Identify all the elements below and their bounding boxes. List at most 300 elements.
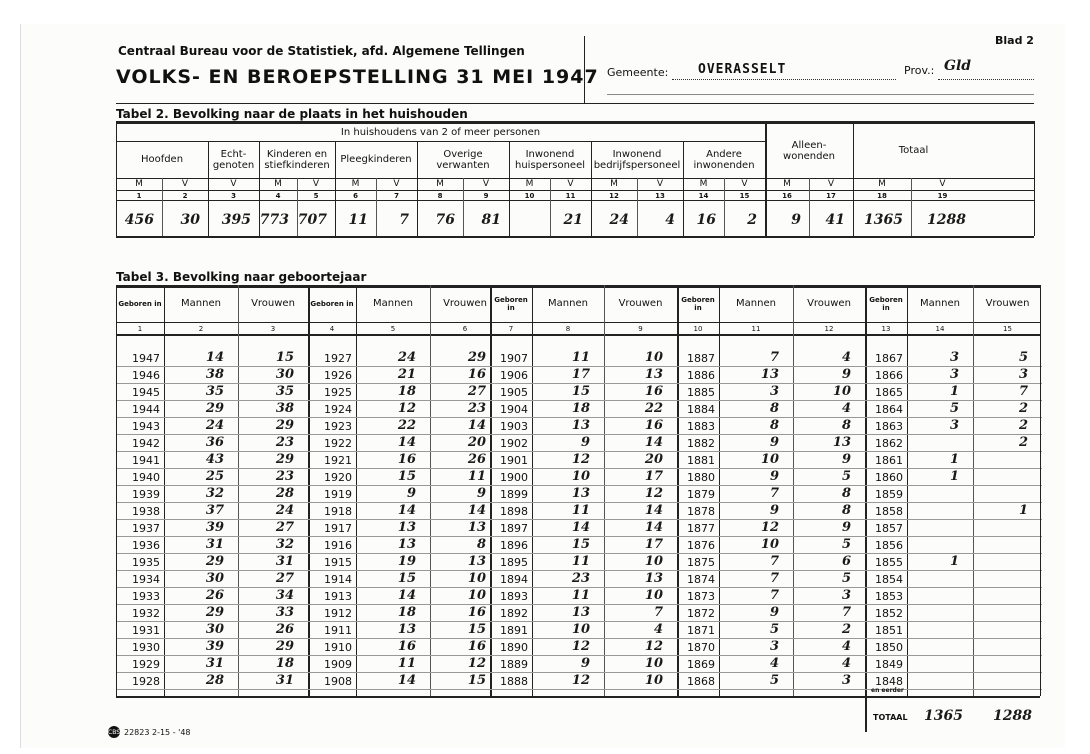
men-count: 13 [397, 622, 416, 637]
birth-year: 1852 [875, 607, 903, 620]
birth-year: 1857 [875, 522, 903, 535]
birth-year: 1860 [875, 471, 903, 484]
table3-col-number: 12 [824, 324, 834, 333]
table2-num-rule [116, 200, 1034, 201]
birth-year: 1927 [324, 352, 352, 365]
men-count: 9 [769, 605, 779, 620]
table3-num-rule [116, 334, 1040, 336]
men-count: 14 [571, 520, 590, 535]
table2-sub-header: V [939, 179, 946, 189]
birth-year: 1912 [324, 607, 352, 620]
table2-top-rule [116, 103, 1034, 104]
women-count: 23 [275, 469, 294, 484]
table3-head-rule [116, 322, 1040, 323]
women-count: 4 [841, 656, 851, 671]
women-count: 35 [275, 384, 294, 399]
women-count: 13 [467, 554, 486, 569]
women-count: 14 [644, 503, 663, 518]
men-count: 13 [571, 486, 590, 501]
men-count: 23 [571, 571, 590, 586]
birth-year: 1916 [324, 539, 352, 552]
men-count: 22 [397, 418, 416, 433]
table2-col-number: 19 [937, 191, 948, 200]
table2-sub-header: V [567, 179, 574, 189]
men-count: 24 [397, 350, 416, 365]
men-count: 18 [397, 605, 416, 620]
men-count: 3 [949, 350, 959, 365]
men-count: 29 [205, 554, 224, 569]
women-count: 23 [275, 435, 294, 450]
women-count: 2 [841, 622, 851, 637]
birth-year: 1853 [875, 590, 903, 603]
birth-year: 1879 [687, 488, 715, 501]
women-count: 27 [275, 520, 294, 535]
men-count: 1 [949, 384, 959, 399]
table3-men-header: Mannen [373, 298, 413, 309]
birth-year: 1887 [687, 352, 715, 365]
women-count: 15 [467, 622, 486, 637]
women-count: 13 [467, 520, 486, 535]
table3-row-rule [490, 689, 677, 690]
women-count: 8 [476, 537, 486, 552]
table2-col-header-5: Inwonend huispersoneel [514, 148, 586, 171]
table2-value: 1288 [927, 212, 966, 228]
birth-year: 1864 [875, 403, 903, 416]
men-count: 9 [580, 435, 590, 450]
birth-year: 1855 [875, 556, 903, 569]
print-code: 22823 2-15 - '48 [124, 728, 191, 737]
birth-year: 1875 [687, 556, 715, 569]
birth-year: 1917 [324, 522, 352, 535]
table2-value: 16 [696, 212, 716, 228]
birth-year: 1946 [132, 369, 160, 382]
men-count: 13 [397, 537, 416, 552]
women-count: 10 [644, 588, 663, 603]
birth-year: 1876 [687, 539, 715, 552]
birth-year: 1873 [687, 590, 715, 603]
birth-year: 1938 [132, 505, 160, 518]
table2-col-number: 9 [483, 191, 489, 200]
men-count: 7 [769, 350, 779, 365]
birth-year: 1947 [132, 352, 160, 365]
table3-women-header: Vrouwen [618, 298, 663, 309]
table3-row-rule [865, 638, 1042, 639]
table2-col-header-9: Totaal [898, 145, 929, 156]
birth-year: 1936 [132, 539, 160, 552]
men-count: 9 [769, 503, 779, 518]
men-count: 3 [769, 639, 779, 654]
birth-year: 1872 [687, 607, 715, 620]
birth-year: 1898 [500, 505, 528, 518]
men-count: 18 [397, 384, 416, 399]
men-count: 29 [205, 605, 224, 620]
table3-men-header: Mannen [736, 298, 776, 309]
table2-value: 11 [348, 212, 368, 228]
men-count: 14 [397, 588, 416, 603]
birth-year: 1865 [875, 386, 903, 399]
form-title: VOLKS- EN BEROEPSTELLING 31 MEI 1947 [116, 66, 599, 88]
table2-value: 30 [180, 212, 200, 228]
table2-col-header-4: Overige verwanten [436, 148, 490, 171]
table3-row-rule [865, 587, 1042, 588]
birth-year: 1856 [875, 539, 903, 552]
men-count: 30 [205, 571, 224, 586]
women-count: 29 [275, 452, 294, 467]
women-count: 2 [1018, 418, 1028, 433]
table3-men-header: Mannen [548, 298, 588, 309]
table2-value: 24 [609, 212, 629, 228]
women-count: 20 [467, 435, 486, 450]
women-count: 12 [644, 639, 663, 654]
table3-col-number: 11 [751, 324, 761, 333]
women-count: 31 [275, 554, 294, 569]
table3-right-edge [1040, 285, 1041, 696]
table2-value: 81 [481, 212, 501, 228]
table3-row-rule [865, 485, 1042, 486]
table2-sub-header: M [610, 179, 618, 189]
women-count: 10 [644, 656, 663, 671]
women-count: 16 [467, 605, 486, 620]
birth-year: 1914 [324, 573, 352, 586]
birth-year: 1942 [132, 437, 160, 450]
men-count: 39 [205, 520, 224, 535]
men-count: 16 [397, 639, 416, 654]
prov-value: Gld [944, 58, 972, 74]
table2-col-number: 3 [231, 191, 236, 200]
cbs-logo-icon: CBS [108, 726, 120, 738]
table3-row-rule [865, 672, 1042, 673]
table2-title: Tabel 2. Bevolking naar de plaats in het huishouden [116, 107, 468, 121]
earlier-label: en eerder [871, 687, 904, 694]
table2-sub-header: M [135, 179, 143, 189]
birth-year: 1896 [500, 539, 528, 552]
total-women: 1288 [993, 708, 1032, 724]
table2-sub-header: V [656, 179, 664, 189]
birth-year: 1858 [875, 505, 903, 518]
gemeente-label: Gemeente: [607, 66, 669, 79]
table2-col-number: 11 [565, 191, 576, 200]
table2-col-header-0: Hoofden [140, 154, 184, 165]
women-count: 6 [841, 554, 851, 569]
table3-born-header: Geboren in [869, 295, 903, 312]
men-count: 7 [769, 554, 779, 569]
table3-women-header: Vrouwen [443, 298, 487, 309]
women-count: 29 [275, 639, 294, 654]
women-count: 15 [467, 673, 486, 688]
birth-year: 1935 [132, 556, 160, 569]
women-count: 3 [841, 673, 851, 688]
women-count: 4 [841, 639, 851, 654]
birth-year: 1911 [324, 624, 352, 637]
women-count: 13 [832, 435, 851, 450]
birth-year: 1901 [500, 454, 528, 467]
table2-value: 707 [297, 212, 327, 228]
birth-year: 1861 [875, 454, 903, 467]
table3-left-edge [116, 285, 117, 696]
women-count: 29 [467, 350, 486, 365]
women-count: 12 [644, 486, 663, 501]
table2-col-header-3: Pleegkinderen [340, 154, 412, 165]
organization-name: Centraal Bureau voor de Statistiek, afd. Algemene Tellingen [118, 44, 525, 58]
table2-value: 7 [399, 212, 409, 228]
table3-men-header: Mannen [181, 298, 221, 309]
men-count: 26 [205, 588, 224, 603]
men-count: 9 [580, 656, 590, 671]
birth-year: 1910 [324, 641, 352, 654]
men-count: 30 [205, 622, 224, 637]
total-men: 1365 [924, 708, 963, 724]
table2-col-number: 17 [826, 191, 836, 200]
table3-col-number: 10 [693, 324, 703, 333]
birth-year: 1848 [875, 675, 903, 688]
birth-year: 1897 [500, 522, 528, 535]
gemeente-underline [607, 94, 1034, 95]
men-count: 24 [205, 418, 224, 433]
women-count: 9 [476, 486, 486, 501]
women-count: 2 [1018, 435, 1028, 450]
table2-value: 76 [435, 212, 455, 228]
table2-col-number: 6 [353, 191, 358, 200]
women-count: 12 [467, 656, 486, 671]
table2-sub-header: V [181, 179, 189, 189]
table2-col-header-1: Echt- genoten [212, 148, 255, 171]
table3-col-number: 14 [935, 324, 945, 333]
table2-sub-header: V [393, 179, 400, 189]
birth-year: 1871 [687, 624, 715, 637]
women-count: 32 [275, 537, 294, 552]
women-count: 24 [275, 503, 294, 518]
women-count: 8 [841, 418, 851, 433]
table3-col-number: 5 [390, 324, 396, 333]
table3-col-number: 6 [462, 324, 468, 333]
birth-year: 1882 [687, 437, 715, 450]
birth-year: 1893 [500, 590, 528, 603]
birth-year: 1919 [324, 488, 352, 501]
table2-value: 21 [563, 212, 583, 228]
table2-right-edge [1034, 121, 1035, 236]
men-count: 35 [205, 384, 224, 399]
birth-year: 1940 [132, 471, 160, 484]
table2-value: 2 [747, 212, 757, 228]
women-count: 1 [1018, 503, 1028, 518]
women-count: 10 [832, 384, 851, 399]
birth-year: 1937 [132, 522, 160, 535]
men-count: 10 [571, 622, 590, 637]
men-count: 1 [949, 554, 959, 569]
women-count: 14 [467, 503, 486, 518]
birth-year: 1866 [875, 369, 903, 382]
table2-value: 1365 [864, 212, 903, 228]
table3-men-header: Mannen [920, 298, 960, 309]
women-count: 3 [841, 588, 851, 603]
birth-year: 1909 [324, 658, 352, 671]
women-count: 4 [653, 622, 663, 637]
table3-row-rule [116, 689, 308, 690]
men-count: 13 [397, 520, 416, 535]
women-count: 14 [467, 418, 486, 433]
table3-title: Tabel 3. Bevolking naar geboortejaar [116, 270, 367, 284]
total-label: TOTAAL [873, 713, 908, 722]
table2-col-number: 1 [136, 191, 142, 200]
birth-year: 1850 [875, 641, 903, 654]
table2-sub-header: M [274, 179, 282, 189]
table2-sub-header: M [699, 179, 708, 189]
birth-year: 1903 [500, 420, 528, 433]
birth-year: 1915 [324, 556, 352, 569]
table3-born-header: Geboren in [681, 295, 715, 312]
birth-year: 1930 [132, 641, 160, 654]
women-count: 27 [275, 571, 294, 586]
table3-women-header: Vrouwen [807, 298, 851, 309]
men-count: 15 [397, 571, 416, 586]
women-count: 28 [275, 486, 294, 501]
women-count: 38 [275, 401, 294, 416]
table3-col-number: 3 [270, 324, 276, 333]
men-count: 10 [760, 537, 779, 552]
women-count: 33 [275, 605, 294, 620]
birth-year: 1863 [875, 420, 903, 433]
men-count: 14 [397, 503, 416, 518]
women-count: 9 [841, 520, 851, 535]
table2-sub-header: V [741, 179, 748, 189]
birth-year: 1924 [324, 403, 352, 416]
birth-year: 1899 [500, 488, 528, 501]
men-count: 12 [397, 401, 416, 416]
women-count: 13 [644, 367, 663, 382]
women-count: 8 [841, 486, 851, 501]
women-count: 2 [1018, 401, 1028, 416]
table2-col-number: 14 [698, 191, 709, 200]
table2-col-number: 12 [609, 191, 619, 200]
birth-year: 1884 [687, 403, 715, 416]
birth-year: 1943 [132, 420, 160, 433]
table3-col-number: 15 [1003, 324, 1012, 333]
women-count: 4 [841, 401, 851, 416]
women-count: 16 [644, 418, 663, 433]
men-count: 29 [205, 401, 224, 416]
women-count: 22 [644, 401, 663, 416]
table2-col-number: 16 [782, 191, 792, 200]
birth-year: 1929 [132, 658, 160, 671]
table3-row-rule [308, 689, 500, 690]
men-count: 14 [397, 435, 416, 450]
women-count: 8 [841, 503, 851, 518]
men-count: 25 [205, 469, 224, 484]
table2-value: 41 [825, 212, 845, 228]
birth-year: 1906 [500, 369, 528, 382]
table2-col-number: 13 [655, 191, 665, 200]
men-count: 18 [571, 401, 590, 416]
total-divider [865, 696, 867, 732]
table2-sub-header: V [482, 179, 490, 189]
birth-year: 1945 [132, 386, 160, 399]
birth-year: 1874 [687, 573, 715, 586]
women-count: 14 [644, 435, 663, 450]
table2-group-header: In huishoudens van 2 of meer personen [340, 126, 541, 138]
men-count: 4 [769, 656, 779, 671]
table2-col-header-8: Alleen- wonenden [783, 139, 835, 162]
birth-year: 1849 [875, 658, 903, 671]
table2-value: 773 [259, 212, 289, 228]
women-count: 14 [644, 520, 663, 535]
birth-year: 1890 [500, 641, 528, 654]
women-count: 5 [841, 537, 851, 552]
men-count: 11 [397, 656, 416, 671]
birth-year: 1923 [324, 420, 352, 433]
men-count: 21 [397, 367, 416, 382]
birth-year: 1888 [500, 675, 528, 688]
men-count: 11 [571, 503, 590, 518]
birth-year: 1902 [500, 437, 528, 450]
table2-sub-header: M [783, 179, 791, 189]
men-count: 37 [205, 503, 224, 518]
women-count: 10 [644, 673, 663, 688]
table2-col-header-7: Andere inwonenden [693, 148, 755, 171]
men-count: 1 [949, 452, 959, 467]
birth-year: 1931 [132, 624, 160, 637]
prov-label: Prov.: [904, 64, 935, 77]
men-count: 13 [571, 605, 590, 620]
table3-row-rule [865, 604, 1042, 605]
men-count: 12 [571, 452, 590, 467]
women-count: 7 [653, 605, 663, 620]
table3-row-rule [865, 536, 1042, 537]
women-count: 3 [1018, 367, 1028, 382]
men-count: 43 [205, 452, 224, 467]
table2-sub-header: M [436, 179, 444, 189]
men-count: 31 [205, 537, 224, 552]
table3-col-number: 4 [329, 324, 335, 333]
birth-year: 1922 [324, 437, 352, 450]
birth-year: 1944 [132, 403, 160, 416]
table2-col-number: 2 [182, 191, 188, 200]
men-count: 39 [205, 639, 224, 654]
women-count: 23 [467, 401, 486, 416]
birth-year: 1933 [132, 590, 160, 603]
birth-year: 1862 [875, 437, 903, 450]
table3-col-number: 2 [198, 324, 204, 333]
birth-year: 1926 [324, 369, 352, 382]
table2-sub-header: M [525, 179, 534, 189]
men-count: 36 [205, 435, 224, 450]
women-count: 18 [275, 656, 294, 671]
men-count: 3 [949, 367, 959, 382]
men-count: 12 [571, 673, 590, 688]
women-count: 4 [841, 350, 851, 365]
men-count: 11 [571, 350, 590, 365]
table3-row-rule [865, 570, 1042, 571]
men-count: 7 [769, 486, 779, 501]
birth-year: 1928 [132, 675, 160, 688]
women-count: 10 [644, 350, 663, 365]
women-count: 29 [275, 418, 294, 433]
men-count: 8 [769, 401, 779, 416]
men-count: 12 [571, 639, 590, 654]
birth-year: 1854 [875, 573, 903, 586]
birth-year: 1851 [875, 624, 903, 637]
birth-year: 1881 [687, 454, 715, 467]
birth-year: 1878 [687, 505, 715, 518]
men-count: 9 [406, 486, 416, 501]
women-count: 10 [467, 588, 486, 603]
men-count: 11 [571, 554, 590, 569]
table3-born-header: Geboren in [310, 299, 354, 308]
women-count: 16 [644, 384, 663, 399]
men-count: 1 [949, 469, 959, 484]
birth-year: 1868 [687, 675, 715, 688]
table2-col-number: 8 [437, 191, 443, 200]
men-count: 10 [760, 452, 779, 467]
